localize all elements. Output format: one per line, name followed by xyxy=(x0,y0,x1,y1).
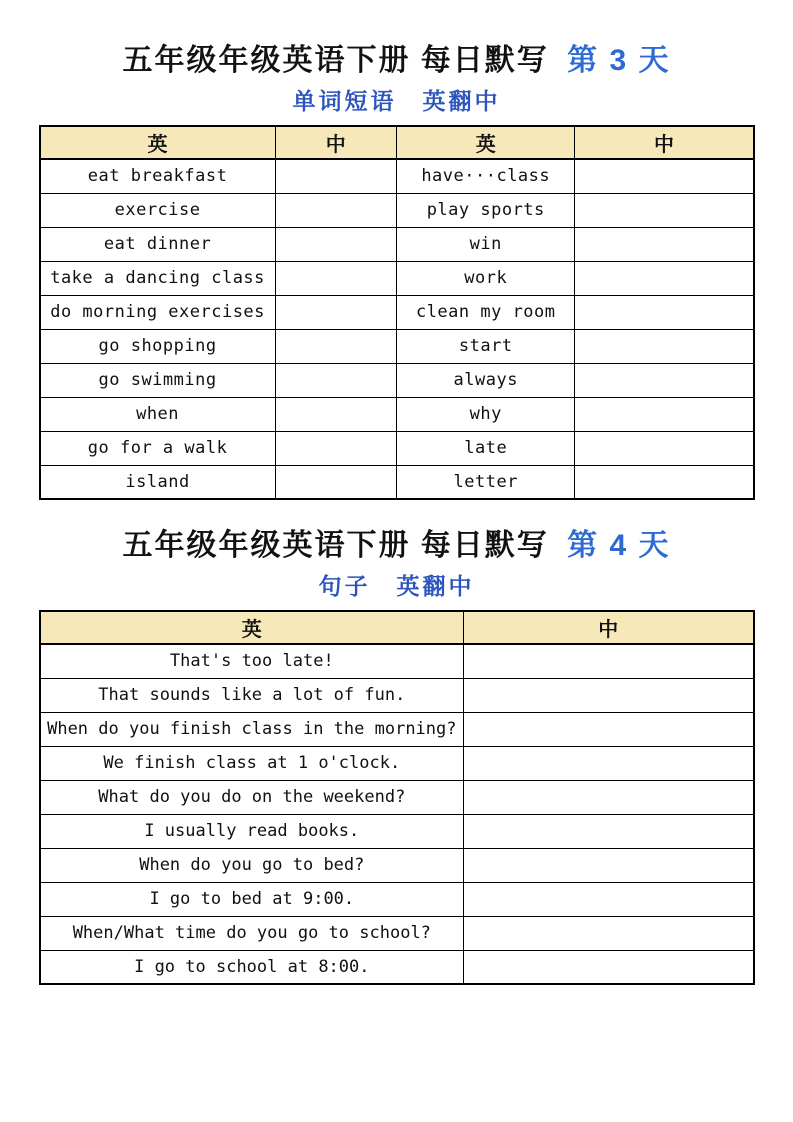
english-cell: letter xyxy=(396,465,575,499)
col-header-chinese-1: 中 xyxy=(275,126,396,159)
chinese-answer-cell xyxy=(575,295,754,329)
chinese-answer-cell xyxy=(575,363,754,397)
english-cell: why xyxy=(396,397,575,431)
english-cell: go shopping xyxy=(40,329,276,363)
chinese-answer-cell xyxy=(575,193,754,227)
chinese-answer-cell xyxy=(464,814,754,848)
chinese-answer-cell xyxy=(275,159,396,193)
title-day-badge: 第 3 天 xyxy=(567,44,671,77)
table-row xyxy=(40,746,754,780)
english-cell: When/What time do you go to school? xyxy=(40,916,464,950)
title-text: 五年级年级英语下册 每日默写 xyxy=(122,529,549,562)
english-cell: I go to bed at 9:00. xyxy=(40,882,464,916)
english-cell: We finish class at 1 o'clock. xyxy=(40,746,464,780)
col-header-chinese-2: 中 xyxy=(575,126,754,159)
col-header-chinese: 中 xyxy=(464,611,754,644)
english-cell: That sounds like a lot of fun. xyxy=(40,678,464,712)
chinese-answer-cell xyxy=(464,780,754,814)
sentence-table-body xyxy=(40,644,754,984)
english-cell: always xyxy=(396,363,575,397)
chinese-answer-cell xyxy=(275,431,396,465)
chinese-answer-cell xyxy=(275,193,396,227)
table-row xyxy=(40,882,754,916)
title-text: 五年级年级英语下册 每日默写 xyxy=(122,44,549,77)
english-cell: I usually read books. xyxy=(40,814,464,848)
sentence-table-day4 xyxy=(39,610,755,985)
chinese-answer-cell xyxy=(275,329,396,363)
col-header-english: 英 xyxy=(40,611,464,644)
chinese-answer-cell xyxy=(464,746,754,780)
table-row xyxy=(40,363,754,397)
english-cell: When do you finish class in the morning? xyxy=(40,712,464,746)
chinese-answer-cell xyxy=(275,227,396,261)
table-row xyxy=(40,431,754,465)
chinese-answer-cell xyxy=(575,261,754,295)
chinese-answer-cell xyxy=(464,950,754,984)
section-day3 xyxy=(0,42,793,500)
chinese-answer-cell xyxy=(275,397,396,431)
table-row xyxy=(40,814,754,848)
english-cell: exercise xyxy=(40,193,276,227)
english-cell: go swimming xyxy=(40,363,276,397)
table-row xyxy=(40,295,754,329)
table-row xyxy=(40,780,754,814)
english-cell: play sports xyxy=(396,193,575,227)
chinese-answer-cell xyxy=(575,227,754,261)
vocab-table-header xyxy=(40,126,754,159)
chinese-answer-cell xyxy=(464,644,754,678)
table-row xyxy=(40,465,754,499)
english-cell: late xyxy=(396,431,575,465)
chinese-answer-cell xyxy=(275,295,396,329)
english-cell: have···class xyxy=(396,159,575,193)
chinese-answer-cell xyxy=(575,329,754,363)
chinese-answer-cell xyxy=(275,261,396,295)
section-day3-title xyxy=(0,42,793,80)
chinese-answer-cell xyxy=(575,465,754,499)
table-row xyxy=(40,261,754,295)
english-cell: island xyxy=(40,465,276,499)
chinese-answer-cell xyxy=(575,397,754,431)
chinese-answer-cell xyxy=(464,882,754,916)
english-cell: clean my room xyxy=(396,295,575,329)
table-row xyxy=(40,193,754,227)
table-row xyxy=(40,678,754,712)
table-row xyxy=(40,848,754,882)
title-day-badge: 第 4 天 xyxy=(567,529,671,562)
english-cell: I go to school at 8:00. xyxy=(40,950,464,984)
header-row xyxy=(40,126,754,159)
english-cell: eat breakfast xyxy=(40,159,276,193)
table-row xyxy=(40,227,754,261)
table-row xyxy=(40,329,754,363)
english-cell: What do you do on the weekend? xyxy=(40,780,464,814)
chinese-answer-cell xyxy=(275,465,396,499)
table-row xyxy=(40,950,754,984)
table-row xyxy=(40,159,754,193)
col-header-english-2: 英 xyxy=(396,126,575,159)
table-row xyxy=(40,397,754,431)
english-cell: go for a walk xyxy=(40,431,276,465)
col-header-english-1: 英 xyxy=(40,126,276,159)
chinese-answer-cell xyxy=(575,431,754,465)
english-cell: eat dinner xyxy=(40,227,276,261)
english-cell: work xyxy=(396,261,575,295)
english-cell: win xyxy=(396,227,575,261)
vocab-table-day3 xyxy=(39,125,755,500)
english-cell: That's too late! xyxy=(40,644,464,678)
chinese-answer-cell xyxy=(464,712,754,746)
section-day3-subtitle: 单词短语 英翻中 xyxy=(292,89,501,114)
section-day4-title xyxy=(0,527,793,565)
table-row xyxy=(40,916,754,950)
english-cell: start xyxy=(396,329,575,363)
chinese-answer-cell xyxy=(464,848,754,882)
sentence-table-header xyxy=(40,611,754,644)
section-day4-subtitle: 句子 英翻中 xyxy=(318,574,475,599)
chinese-answer-cell xyxy=(575,159,754,193)
english-cell: when xyxy=(40,397,276,431)
vocab-table-body xyxy=(40,159,754,499)
english-cell: do morning exercises xyxy=(40,295,276,329)
header-row xyxy=(40,611,754,644)
section-day4 xyxy=(0,527,793,985)
chinese-answer-cell xyxy=(464,916,754,950)
chinese-answer-cell xyxy=(464,678,754,712)
table-row xyxy=(40,712,754,746)
english-cell: take a dancing class xyxy=(40,261,276,295)
chinese-answer-cell xyxy=(275,363,396,397)
table-row xyxy=(40,644,754,678)
english-cell: When do you go to bed? xyxy=(40,848,464,882)
